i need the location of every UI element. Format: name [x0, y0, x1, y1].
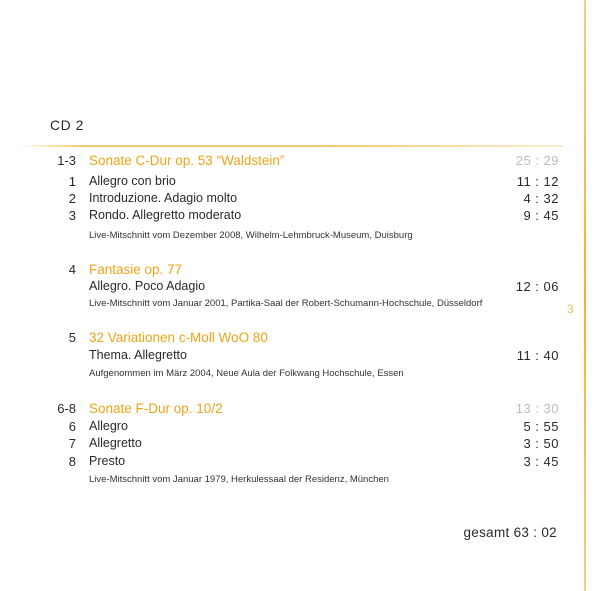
track-range: 1-3	[57, 153, 76, 168]
work-heading	[0, 262, 560, 280]
work-title: 32 Variationen c-Moll WoO 80	[89, 330, 268, 345]
work-title: Sonate F-Dur op. 10/2	[89, 401, 223, 416]
divider-rule	[18, 145, 563, 147]
track-title: Thema. Allegretto	[89, 348, 187, 362]
recording-note-text: Live-Mitschnitt vom Januar 1979, Herkulessaal der Residenz, München	[89, 474, 389, 485]
track-time: 3 : 45	[523, 454, 559, 469]
track-number: 1	[68, 174, 76, 189]
track-title: Allegretto	[89, 436, 142, 450]
recording-note	[0, 474, 560, 492]
recording-note-text: Live-Mitschnitt vom Dezember 2008, Wilhelm-Lehmbruck-Museum, Duisburg	[89, 230, 413, 241]
track-title: Rondo. Allegretto moderato	[89, 208, 242, 222]
track-row	[0, 208, 560, 226]
track-number: 6	[68, 419, 76, 434]
recording-note-text: Live-Mitschnitt vom Januar 2001, Partika-Saal der Robert-Schumann-Hochschule, Düsseldorf	[89, 298, 483, 309]
cd-label: CD 2	[50, 117, 84, 133]
track-time: 12 : 06	[515, 279, 559, 294]
work-title: Fantasie op. 77	[89, 262, 183, 277]
track-range: 5	[68, 330, 76, 345]
track-range: 6-8	[57, 401, 76, 416]
work-title: Sonate C-Dur op. 53 “Waldstein”	[89, 153, 285, 168]
track-row	[0, 419, 560, 437]
page-number: 3	[567, 302, 574, 316]
work-total-time: 25 : 29	[515, 153, 559, 168]
track-title: Allegro. Poco Adagio	[89, 279, 206, 293]
work-heading	[0, 401, 560, 419]
work-total-time: 13 : 30	[515, 401, 559, 416]
track-number: 8	[68, 454, 76, 469]
track-time: 4 : 32	[523, 191, 559, 206]
track-row	[0, 191, 560, 209]
recording-note	[0, 230, 560, 248]
track-time: 3 : 50	[523, 436, 559, 451]
right-border-line	[584, 0, 586, 591]
track-time: 11 : 12	[516, 174, 559, 189]
track-time: 11 : 40	[516, 348, 559, 363]
track-row	[0, 348, 560, 366]
recording-note	[0, 368, 560, 386]
track-row	[0, 174, 560, 192]
track-range: 4	[68, 262, 76, 277]
track-title: Allegro	[89, 419, 128, 433]
recording-note-text: Aufgenommen im März 2004, Neue Aula der Folkwang Hochschule, Essen	[89, 368, 404, 379]
track-number: 3	[68, 208, 76, 223]
work-heading	[0, 330, 560, 348]
track-title: Allegro con brio	[89, 174, 176, 188]
track-number: 7	[68, 436, 76, 451]
track-row	[0, 454, 560, 472]
grand-total: gesamt 63 : 02	[463, 525, 557, 540]
track-number: 2	[68, 191, 76, 206]
track-time: 5 : 55	[523, 419, 559, 434]
recording-note	[0, 298, 560, 316]
track-time: 9 : 45	[523, 208, 559, 223]
track-row	[0, 436, 560, 454]
track-row	[0, 279, 560, 297]
work-heading	[0, 153, 560, 171]
track-title: Presto	[89, 454, 126, 468]
track-title: Introduzione. Adagio molto	[89, 191, 238, 205]
